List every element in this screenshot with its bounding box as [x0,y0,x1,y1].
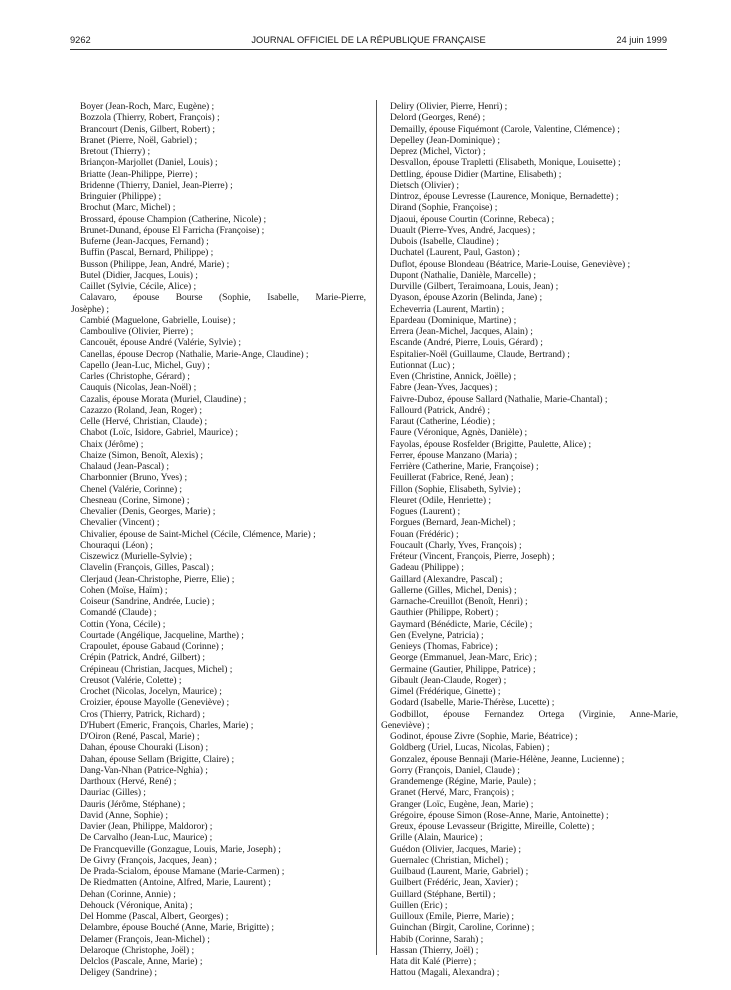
name-entry: Escande (André, Pierre, Louis, Gérard) ; [390,337,543,349]
name-entry: Dubois (Isabelle, Claudine) ; [390,236,499,247]
name-entry: Busson (Philippe, Jean, André, Marie) ; [80,258,230,270]
name-entry: Grégoire, épouse Simon (Rose-Anne, Marie, Antoinette) ; [390,809,609,821]
name-entry: Chivalier, épouse de Saint-Michel (Cécile, Clémence, Marie) ; [80,528,316,540]
name-entry: D'Oiron (René, Pascal, Marie) ; [80,731,200,742]
name-entry: Clavelin (François, Gilles, Pascal) ; [80,562,214,574]
name-entry: Bringuier (Philippe) ; [80,191,162,202]
name-entry: Dehouck (Véronique, Anita) ; [80,899,193,911]
name-entry: Errera (Jean-Michel, Jacques, Alain) ; [390,326,533,337]
name-entry: Godinot, épouse Zivre (Sophie, Marie, Béatrice) ; [390,731,578,742]
name-entry: Epardeau (Dominique, Martine) ; [390,314,517,326]
name-entry: Boyer (Jean-Roch, Marc, Eugène) ; [80,101,215,112]
name-entry: Gaymard (Bénédicte, Marie, Cécile) ; [390,618,533,630]
name-entry: Duchatel (Laurent, Paul, Gaston) ; [390,247,520,259]
name-entry: Dupont (Nathalie, Danièle, Marcelle) ; [390,269,537,281]
name-entry: Garnache-Creuillot (Benoît, Henri) ; [390,596,528,607]
name-entry: Durville (Gilbert, Teraimoana, Louis, Jean) ; [390,281,559,292]
name-entry: Chouraqui (Léon) ; [80,539,153,551]
name-entry: Forgues (Bernard, Jean-Michel) ; [390,517,516,529]
name-entry: De Prada-Scialom, épouse Mamane (Marie-Carmen) ; [80,866,285,877]
name-entry: Crochet (Nicolas, Jocelyn, Maurice) ; [80,686,222,697]
name-entry: Germaine (Gautier, Philippe, Patrice) ; [390,663,536,675]
name-entry: Cros (Thierry, Patrick, Richard) ; [80,708,205,720]
name-entry: Guilbaud (Laurent, Marie, Gabriel) ; [390,866,529,877]
name-entry: Briatte (Jean-Philippe, Pierre) ; [80,168,198,180]
name-entry: Dirand (Sophie, Françoise) ; [390,202,498,214]
name-entry: Comandé (Claude) ; [80,607,157,619]
name-entry: Cambié (Maguelone, Gabrielle, Louise) ; [80,314,236,326]
name-entry: Gallerne (Gilles, Michel, Denis) ; [390,584,517,596]
name-entry: Godbillot, épouse Fernandez Ortega (Virginie, Anne-Marie, [390,708,678,720]
name-entry: Brossard, épouse Champion (Catherine, Nicole) ; [80,213,267,225]
name-entry: Buferne (Jean-Jacques, Fernand) ; [80,236,209,247]
name-entry: Eutionnat (Luc) ; [390,359,455,371]
name-entry: Echeverria (Laurent, Martin) ; [390,303,505,315]
name-entry: Cazalis, épouse Morata (Muriel, Claudine) ; [80,393,247,405]
name-entry: Even (Christine, Annick, Joëlle) ; [390,371,517,382]
name-entry: Clerjaud (Jean-Christophe, Pierre, Elie) ; [80,573,235,585]
name-entry: Chesneau (Corine, Simone) ; [80,494,190,506]
name-entry: Chabot (Loïc, Isidore, Gabriel, Maurice) ; [80,427,239,439]
name-entry: Grandemenge (Régine, Marie, Paule) ; [390,776,537,787]
name-entry: De Carvalho (Jean-Luc, Maurice) ; [80,832,213,844]
name-entry: Fogues (Laurent) ; [390,506,461,517]
name-entry: Gen (Evelyne, Patricia) ; [390,629,484,641]
name-entry: Bretout (Thierry) ; [80,146,151,157]
name-entry: Dyason, épouse Azorin (Belinda, Jane) ; [390,292,543,304]
name-entry: Chevalier (Denis, Georges, Marie) ; [80,506,216,517]
name-entry: Crépineau (Christian, Jacques, Michel) ; [80,663,233,675]
name-entry: Dang-Van-Nhan (Patrice-Nghia) ; [80,764,208,776]
name-entry: Godard (Isabelle, Marie-Thérèse, Lucette) ; [390,697,555,709]
name-entry: Briançon-Marjollet (Daniel, Louis) ; [80,157,218,169]
name-entry: Croizier, épouse Mayolle (Geneviève) ; [80,697,230,709]
right-column [381,101,678,979]
name-entry: Gaillard (Alexandre, Pascal) ; [390,573,503,585]
name-entry: Cancouët, épouse André (Valérie, Sylvie) ; [80,337,241,349]
name-entry: Dahan, épouse Chouraki (Lison) ; [80,742,209,754]
page-number: 9262 [70,35,91,45]
name-entry: Dehan (Corinne, Annie) ; [80,888,176,900]
name-entry: Chevalier (Vincent) ; [80,517,160,529]
name-entry: Brancourt (Denis, Gilbert, Robert) ; [80,123,216,135]
name-entry: Courtade (Angélique, Jacqueline, Marthe) ; [80,629,244,641]
name-entry: Brunet-Dunand, épouse El Farricha (Françoise) ; [80,224,265,236]
name-entry: Deliry (Olivier, Pierre, Henri) ; [390,101,508,112]
name-entry: Guilbert (Frédéric, Jean, Xavier) ; [390,877,519,889]
page-header [70,35,667,49]
name-entry: Gonzalez, épouse Bennaji (Marie-Hélène, Jeanne, Lucienne) ; [390,753,625,765]
name-entry: Chaize (Simon, Benoît, Alexis) ; [80,449,204,461]
name-entry: Espitalier-Noël (Guillaume, Claude, Bertrand) ; [390,348,570,360]
name-entry: Cohen (Moïse, Haïm) ; [80,584,168,596]
name-entry: Dietsch (Olivier) ; [390,179,460,191]
name-entry: Capello (Jean-Luc, Michel, Guy) ; [80,359,210,371]
name-entry: Geneviève) ; [381,719,430,731]
name-entry: Caillet (Sylvie, Cécile, Alice) ; [80,281,197,292]
name-entry: Hassan (Thierry, Joël) ; [390,944,479,956]
name-entry: Guilloux (Emile, Pierre, Marie) ; [390,911,515,922]
name-entry: Charbonnier (Bruno, Yves) ; [80,472,188,484]
publication-date: 24 juin 1999 [616,35,667,45]
name-entry: Gimel (Frédérique, Ginette) ; [390,686,501,697]
name-entry: Faraut (Catherine, Léodie) ; [390,416,496,427]
name-entry: Granet (Hervé, Marc, François) ; [390,787,515,799]
name-entry: Cauquis (Nicolas, Jean-Noël) ; [80,382,197,394]
name-entry: Demailly, épouse Fiquémont (Carole, Valentine, Clémence) ; [390,123,620,135]
journal-title: JOURNAL OFFICIEL DE LA RÉPUBLIQUE FRANÇAISE [251,35,486,45]
name-entry: Delamer (François, Jean-Michel) ; [80,933,210,945]
name-entry: Coiseur (Sandrine, Andrée, Lucie) ; [80,596,215,607]
name-entry: Chaix (Jérôme) ; [80,438,144,450]
name-entry: Djaoui, épouse Courtin (Corinne, Rebeca) ; [390,213,555,225]
name-entry: Guernalec (Christian, Michel) ; [390,854,509,866]
name-entry: Greux, épouse Levasseur (Brigitte, Mireille, Colette) ; [390,821,595,832]
name-entry: Canellas, épouse Decrop (Nathalie, Marie-Ange, Claudine) ; [80,348,309,360]
name-entry: Depelley (Jean-Dominique) ; [390,134,500,146]
name-entry: Gorry (François, Daniel, Claude) ; [390,764,520,776]
name-entry: Dettling, épouse Didier (Martine, Elisabeth) ; [390,168,562,180]
name-entry: Fillon (Sophie, Elisabeth, Sylvie) ; [390,483,521,495]
name-entry: Fleuret (Odile, Henriette) ; [390,494,491,506]
name-entry: Delaroque (Christophe, Joël) ; [80,944,195,956]
name-entry: Foucault (Charly, Yves, François) ; [390,539,522,551]
name-entry: Fouan (Frédéric) ; [390,528,459,540]
name-entry: Chenel (Valérie, Corinne) ; [80,483,183,495]
name-entry: Fabre (Jean-Yves, Jacques) ; [390,382,498,394]
header-rule [70,49,667,50]
name-entry: Davier (Jean, Philippe, Maldoror) ; [80,821,213,832]
name-entry: Duflot, épouse Blondeau (Béatrice, Marie-Louise, Geneviève) ; [390,258,631,270]
name-entry: Ferrière (Catherine, Marie, Françoise) ; [390,461,539,472]
name-entry: Delambre, épouse Bouché (Anne, Marie, Brigitte) ; [80,922,274,934]
name-entry: Dauris (Jérôme, Stéphane) ; [80,798,186,810]
name-entry: Habib (Corinne, Sarah) ; [390,933,484,945]
name-entry: George (Emmanuel, Jean-Marc, Eric) ; [390,652,537,664]
name-entry: Guillard (Stéphane, Bertil) ; [390,888,496,900]
name-entry: Dauriac (Gilles) ; [80,787,146,799]
name-entry: Granger (Loïc, Eugène, Jean, Marie) ; [390,798,534,810]
name-entry: Branet (Pierre, Noël, Gabriel) ; [80,134,198,146]
name-entry: Crépin (Patrick, André, Gilbert) ; [80,652,206,664]
name-entry: Gauthier (Philippe, Robert) ; [390,607,499,619]
name-entry: Guinchan (Birgit, Caroline, Corinne) ; [390,922,535,934]
name-entry: Cottin (Yona, Cécile) ; [80,618,166,630]
name-entry: Faivre-Duboz, épouse Sallard (Nathalie, Marie-Chantal) ; [390,393,608,405]
name-entry: Faure (Véronique, Agnès, Danièle) ; [390,427,528,439]
name-entry: Feuillerat (Fabrice, René, Jean) ; [390,472,514,484]
name-entry: Chalaud (Jean-Pascal) ; [80,461,169,472]
name-entry: Del Homme (Pascal, Albert, Georges) ; [80,911,229,922]
name-entry: Cazazzo (Roland, Jean, Roger) ; [80,404,202,416]
name-entry: Desvallon, épouse Trapletti (Elisabeth, Monique, Louisette) ; [390,157,621,169]
name-entry: Butel (Didier, Jacques, Louis) ; [80,269,198,281]
name-entry: Guillen (Eric) ; [390,899,448,911]
name-entry: Camboulive (Olivier, Pierre) ; [80,326,194,337]
left-column [71,101,366,979]
name-entry: Bridenne (Thierry, Daniel, Jean-Pierre) ; [80,179,233,191]
name-entry: De Riedmatten (Antoine, Alfred, Marie, Laurent) ; [80,877,271,889]
name-entry: Dintroz, épouse Levresse (Laurence, Monique, Bernadette) ; [390,191,619,202]
name-entry: Darthoux (Hervé, René) ; [80,776,177,787]
name-entry: Celle (Hervé, Christian, Claude) ; [80,416,208,427]
name-entry: Gadeau (Philippe) ; [390,562,464,574]
name-entry: Delord (Georges, René) ; [390,112,486,124]
name-entry: Ferrer, épouse Manzano (Maria) ; [390,449,518,461]
name-entry: Hata dit Kalé (Pierre) ; [390,956,477,967]
name-entry: Carles (Christophe, Gérard) ; [80,371,190,382]
name-entry: Genieys (Thomas, Fabrice) ; [390,641,498,652]
name-entry: Calavaro, épouse Bourse (Sophie, Isabelle, Marie-Pierre, [80,292,366,304]
name-entry: Grille (Alain, Maurice) ; [390,832,483,844]
name-entry: Deligey (Sandrine) ; [80,967,157,979]
name-entry: Gibault (Jean-Claude, Roger) ; [390,674,507,686]
name-entry: De Givry (François, Jacques, Jean) ; [80,854,217,866]
name-entry: Fayolas, épouse Rosfelder (Brigitte, Paulette, Alice) ; [390,438,592,450]
name-entry: Creusot (Valérie, Colette) ; [80,674,182,686]
name-entry: D'Hubert (Emeric, François, Charles, Marie) ; [80,719,254,731]
column-divider [376,100,377,955]
name-entry: Fallourd (Patrick, André) ; [390,404,490,416]
name-entry: Delclos (Pascale, Anne, Marie) ; [80,956,203,967]
name-entry: Buffin (Pascal, Bernard, Philippe) ; [80,247,214,259]
name-entry: De Francqueville (Gonzague, Louis, Marie, Joseph) ; [80,843,281,855]
name-entry: David (Anne, Sophie) ; [80,809,168,821]
name-entry: Dahan, épouse Sellam (Brigitte, Claire) ; [80,753,235,765]
name-entry: Guédon (Olivier, Jacques, Marie) ; [390,843,522,855]
name-entry: Josèphe) ; [71,303,109,315]
name-entry: Bozzola (Thierry, Robert, François) ; [80,112,220,124]
name-entry: Crapoulet, épouse Gabaud (Corinne) ; [80,641,224,652]
name-entry: Fréteur (Vincent, François, Pierre, Joseph) ; [390,551,555,562]
name-entry: Brochut (Marc, Michel) ; [80,202,176,214]
name-entry: Ciszewicz (Murielle-Sylvie) ; [80,551,193,562]
name-entry: Goldberg (Uriel, Lucas, Nicolas, Fabien) ; [390,742,550,754]
name-entry: Duault (Pierre-Yves, André, Jacques) ; [390,224,536,236]
name-entry: Hattou (Magali, Alexandra) ; [390,967,500,979]
name-entry: Deprez (Michel, Victor) ; [390,146,486,157]
